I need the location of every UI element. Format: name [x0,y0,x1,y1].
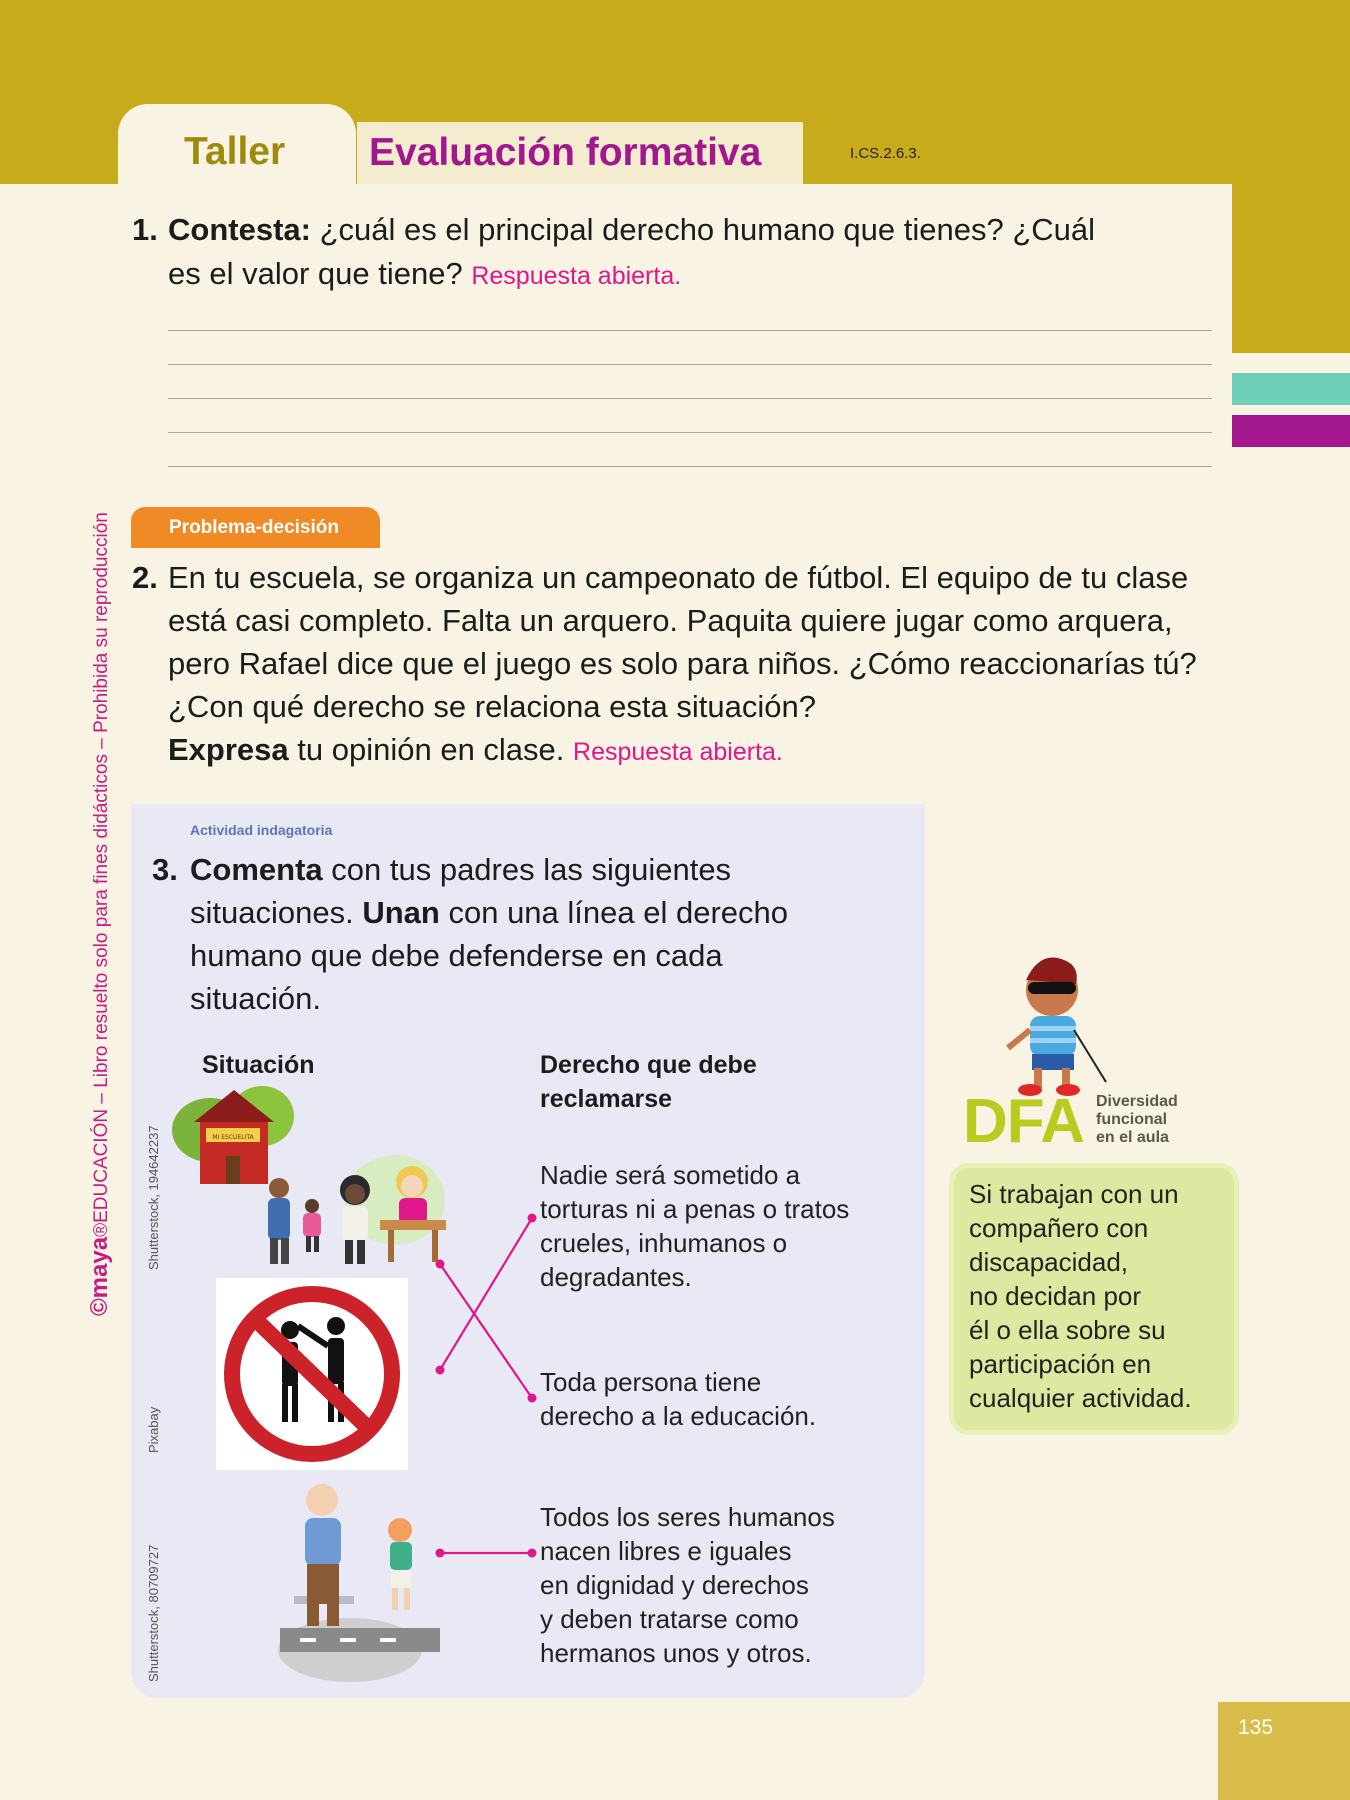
q2-answer: Respuesta abierta. [573,738,783,766]
q1-answer: Respuesta abierta. [471,262,682,290]
q1-verb: Contesta: [168,212,311,247]
column-header-situacion: Situación [202,1051,315,1079]
right-line: en dignidad y derechos [540,1570,809,1600]
q3-number: 3. [152,852,178,887]
brand-text: ©maya [86,1236,113,1316]
elder-and-child-illustration [278,1484,440,1682]
line-dot [436,1260,445,1269]
q3-verb-unan: Unan [362,895,440,930]
dfa-line: Si trabajan con un [969,1179,1179,1209]
q3-verb-comenta: Comenta [190,852,323,887]
right-line: hermanos unos y otros. [540,1638,812,1668]
q2-line4: ¿Con qué derecho se relaciona esta situación? [168,689,816,724]
right-line: nacen libres e iguales [540,1536,792,1566]
school-sign-text: MI ESCUELITA [212,1134,254,1141]
dfa-subtitle-line: funcional [1096,1111,1168,1128]
right-line: Toda persona tiene [540,1367,762,1397]
q3-line2-text: con una línea el derecho [448,895,789,930]
right-line: Nadie será sometido a [540,1160,801,1190]
copyright-text: ®EDUCACIÓN – Libro resuelto solo para fines didácticos – Prohibida su reproducción [91,512,112,1237]
right-line: torturas ni a penas o tratos [540,1194,850,1224]
q2-line2: está casi completo. Falta un arquero. Paquita quiere jugar como arquera, [168,603,1173,638]
q3-line3: humano que debe defenderse en cada [190,938,723,973]
dfa-subtitle-line: Diversidad [1096,1093,1178,1110]
right-line: degradantes. [540,1262,692,1292]
right-line: Todos los seres humanos [540,1502,835,1532]
dfa-subtitle-line: en el aula [1096,1129,1169,1146]
right-torture-text [540,1158,849,1294]
q2-line5-text: tu opinión en clase. [297,732,565,767]
no-violence-sign-illustration [216,1278,408,1470]
q2-line3: pero Rafael dice que el juego es solo para niños. ¿Cómo reaccionarías tú? [168,646,1197,681]
dfa-line: él o ella sobre su [969,1315,1166,1345]
q1-text-line1: ¿cuál es el principal derecho humano que tienes? ¿Cuál [319,212,1096,247]
page-number: 135 [1238,1716,1274,1739]
dfa-line: compañero con [969,1213,1149,1243]
tab-evaluacion-label: Evaluación formativa [369,131,762,174]
tab-taller-label: Taller [184,130,286,173]
school-scene-illustration [172,1086,446,1264]
dfa-logo-letters: DFA [963,1087,1084,1156]
dfa-tip-box [949,1163,1239,1435]
problem-decision-label: Problema-decisión [169,517,339,538]
q2-verb: Expresa [168,732,289,767]
dfa-line: cualquier actividad. [969,1383,1192,1413]
activity-label: Actividad indagatoria [190,822,333,838]
right-line: derecho a la educación. [540,1401,817,1431]
dfa-line: no decidan por [969,1281,1142,1311]
dfa-line: discapacidad, [969,1247,1128,1277]
q3-line1-text: con tus padres las siguientes [331,852,732,887]
column-header-derecho-line2: reclamarse [540,1085,673,1113]
right-line: crueles, inhumanos o [540,1228,788,1258]
line-dot [528,1394,537,1403]
q1-number: 1. [132,212,158,247]
dfa-line: participación en [969,1349,1152,1379]
line-dot [436,1366,445,1375]
column-header-derecho-line1: Derecho que debe [540,1051,757,1079]
page-number-box [1218,1702,1350,1800]
q1-text-line2: es el valor que tiene? [168,256,463,291]
line-dot [528,1214,537,1223]
q3-line4: situación. [190,981,321,1016]
right-line: y deben tratarse como [540,1604,799,1634]
line-dot [436,1549,445,1558]
line-dot [528,1549,537,1558]
right-education-text [540,1365,816,1433]
dfa-subtitle [1096,1093,1178,1147]
q3-line2-pre: situaciones. [190,895,354,930]
q2-number: 2. [132,560,158,595]
indicator-code: I.CS.2.6.3. [850,145,921,162]
matching-lines [436,1214,537,1558]
dfa-character-illustration [1008,958,1106,1097]
right-equality-text [540,1500,835,1670]
q2-line1: En tu escuela, se organiza un campeonato de fútbol. El equipo de tu clase [168,560,1189,595]
